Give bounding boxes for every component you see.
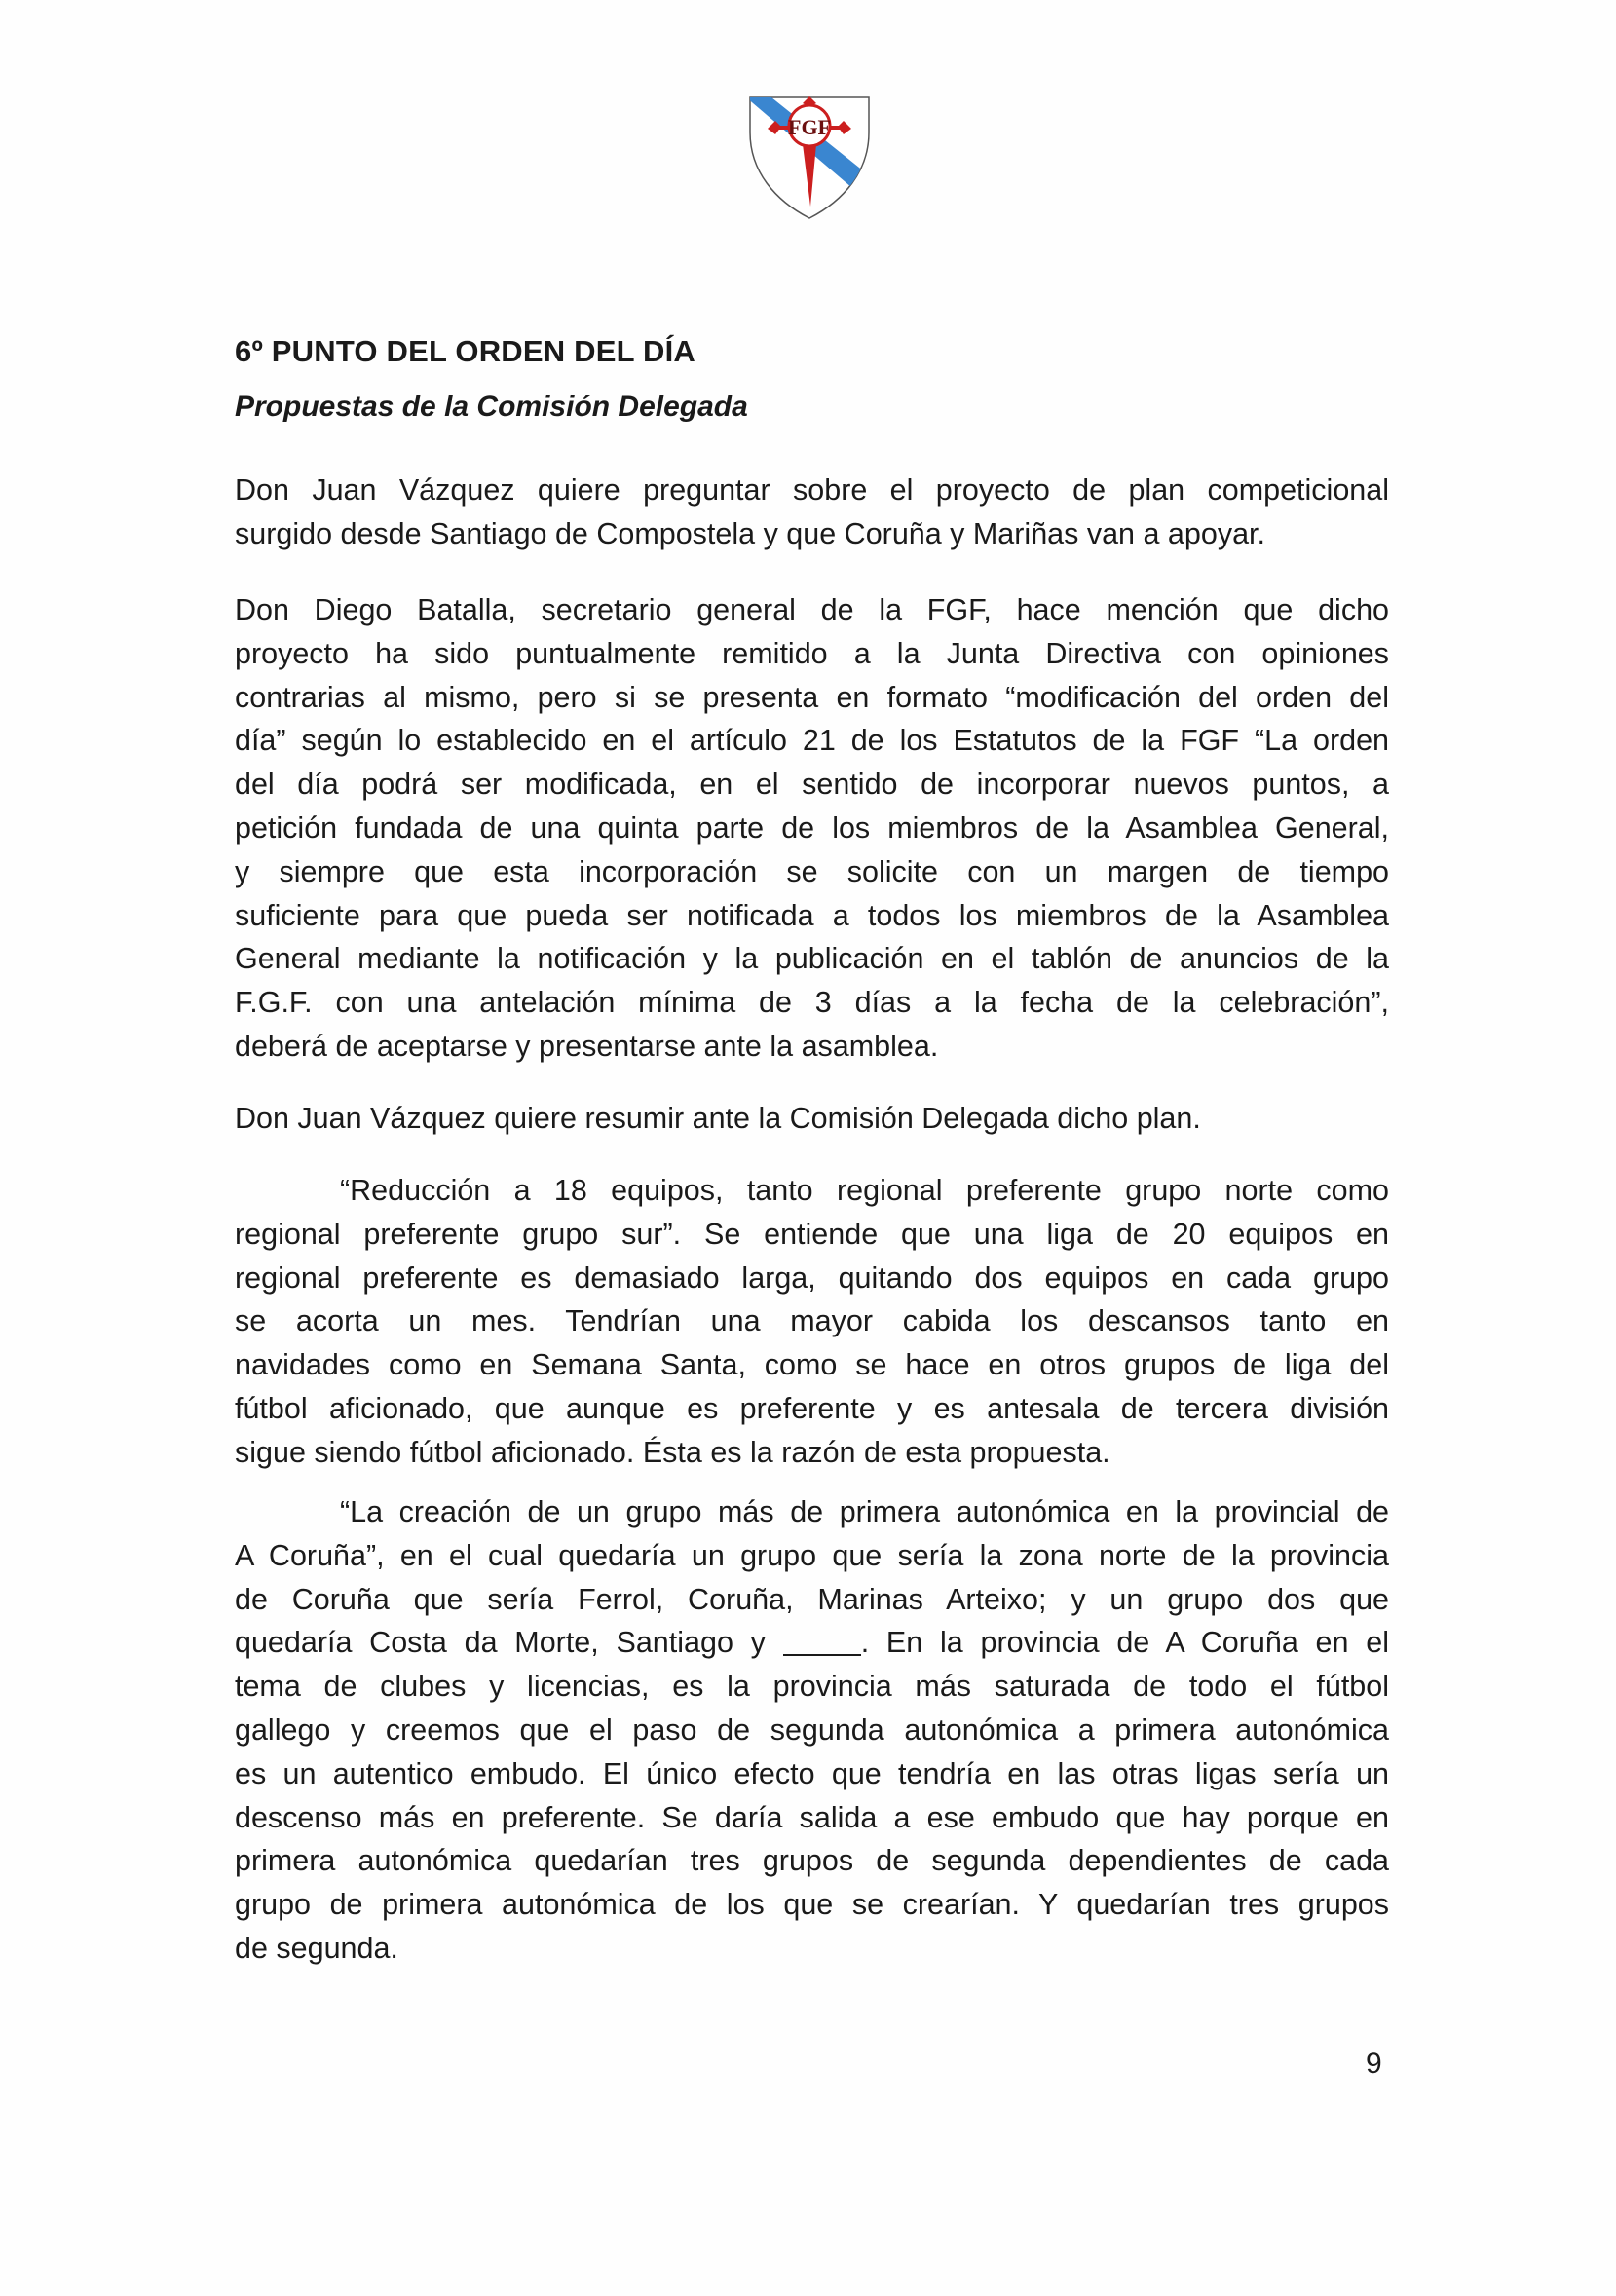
paragraph-1 [235,469,1389,556]
text-line: de Coruña que sería Ferrol, Coruña, Marinas Arteixo; y un grupo dos que [235,1582,1389,1616]
text-line: Don Juan Vázquez quiere resumir ante la Comisión Delegada dicho plan. [235,1102,1201,1135]
text-line: General mediante la notificación y la publicación en el tablón de anuncios de la [235,942,1389,976]
text-line: Don Juan Vázquez quiere preguntar sobre el proyecto de plan competicional [235,473,1389,507]
blank-underline [783,1625,861,1657]
text-line: Don Diego Batalla, secretario general de la FGF, hace mención que dicho [235,593,1389,626]
text-line: es un autentico embudo. El único efecto que tendría en las otras ligas sería un [235,1756,1389,1790]
text-line: contrarias al mismo, pero si se presenta en formato “modificación del orden del [235,680,1389,714]
text-line-with-blank [235,1621,1389,1665]
text-line: de segunda. [235,1931,398,1965]
paragraph-3 [235,1097,1389,1141]
paragraph-5 [235,1490,1389,1971]
paragraph-4 [235,1169,1389,1475]
text-line: y siempre que esta incorporación se solicite con un margen de tiempo [235,854,1389,888]
text-line: proyecto ha sido puntualmente remitido a la Junta Directiva con opiniones [235,636,1389,670]
fgf-shield-logo [746,94,873,222]
text-line: primera autonómica quedarían tres grupos de segunda dependientes de cada [235,1844,1389,1878]
text-line-start: quedaría Costa da Morte, Santiago y [235,1626,766,1660]
paragraph-2 [235,588,1389,1069]
text-line: del día podrá ser modificada, en el sentido de incorporar nuevos puntos, a [235,768,1389,802]
text-line: “Reducción a 18 equipos, tanto regional preferente grupo norte como [340,1174,1389,1207]
section-heading: 6º PUNTO DEL ORDEN DEL DÍA [235,334,695,368]
text-line: petición fundada de una quinta parte de los miembros de la Asamblea General, [235,810,1389,845]
page-number: 9 [1366,2048,1382,2080]
text-line: gallego y creemos que el paso de segunda autonómica a primera autonómica [235,1713,1389,1747]
text-line: regional preferente grupo sur”. Se entiende que una liga de 20 equipos en [235,1217,1389,1251]
text-line: se acorta un mes. Tendrían una mayor cabida los descansos tanto en [235,1304,1389,1338]
section-subheading: Propuestas de la Comisión Delegada [235,391,748,423]
logo-text: FGF [788,115,831,139]
text-line: sigue siendo fútbol aficionado. Ésta es la razón de esta propuesta. [235,1435,1110,1469]
text-line: regional preferente es demasiado larga, quitando dos equipos en cada grupo [235,1261,1389,1295]
text-line: navidades como en Semana Santa, como se hace en otros grupos de liga del [235,1348,1389,1382]
text-line: día” según lo establecido en el artículo 21 de los Estatutos de la FGF “La orden [235,724,1389,758]
text-line: tema de clubes y licencias, es la provincia más saturada de todo el fútbol [235,1670,1389,1704]
text-line: “La creación de un grupo más de primera autonómica en la provincial de [340,1495,1389,1528]
text-line: descenso más en preferente. Se daría salida a ese embudo que hay porque en [235,1800,1389,1834]
text-line: suficiente para que pueda ser notificada a todos los miembros de la Asamblea [235,898,1389,932]
text-line: surgido desde Santiago de Compostela y que Coruña y Mariñas van a apoyar. [235,516,1265,550]
text-line-end: . En la provincia de A Coruña en el [860,1626,1389,1660]
text-line: fútbol aficionado, que aunque es preferente y es antesala de tercera división [235,1391,1389,1425]
text-line: deberá de aceptarse y presentarse ante la asamblea. [235,1029,939,1063]
text-line: A Coruña”, en el cual quedaría un grupo que sería la zona norte de la provincia [235,1538,1389,1572]
text-line: F.G.F. con una antelación mínima de 3 días a la fecha de la celebración”, [235,986,1389,1020]
text-line: grupo de primera autonómica de los que se crearían. Y quedarían tres grupos [235,1888,1389,1922]
